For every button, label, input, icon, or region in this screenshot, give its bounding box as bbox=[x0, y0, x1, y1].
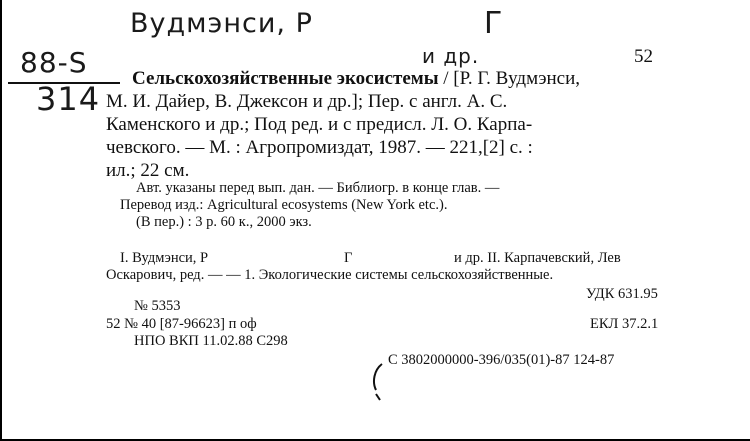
book-title: Сельскохозяйственные экосистемы bbox=[132, 68, 439, 89]
handwritten-shelf-top: 88-S bbox=[20, 46, 88, 79]
handwritten-author: Вудмэнси, Р bbox=[130, 8, 313, 39]
card-number: 52 bbox=[634, 46, 653, 67]
note-line-2: Перевод изд.: Agricultural ecosystems (New York etc.). bbox=[120, 197, 448, 213]
order-number: № 5353 bbox=[134, 298, 181, 314]
udk-code: УДК 631.95 bbox=[586, 286, 658, 302]
print-line: 52 № 40 [87-96623] п оф bbox=[106, 316, 257, 332]
npo-line: НПО ВКП 11.02.88 С298 bbox=[134, 333, 288, 349]
handwritten-shelf-bottom: 314 bbox=[36, 80, 101, 118]
tracing-1-author: I. Вудмэнси, Р bbox=[120, 250, 209, 266]
description-line-3: Каменского и др.; Под ред. и с предисл. Л. О. Карпа- bbox=[106, 114, 533, 135]
title-line bbox=[132, 68, 580, 90]
handwritten-note: и др. bbox=[422, 44, 480, 68]
ekl-code: ЕКЛ 37.2.1 bbox=[590, 316, 659, 332]
description-line-4: чевского. — М. : Агропромиздат, 1987. — 221,[2] с. : bbox=[106, 137, 533, 158]
description-line-5: ил.; 22 см. bbox=[106, 160, 190, 181]
note-line-1: Авт. указаны перед вып. дан. — Библиогр. в конце глав. — bbox=[136, 180, 500, 196]
isbn-code: С 3802000000-396/035(01)-87 124-87 bbox=[388, 352, 615, 368]
handwritten-letter: Г bbox=[484, 6, 504, 41]
hole-mark-icon bbox=[366, 360, 390, 404]
description-line-2: М. И. Дайер, В. Джексон и др.]; Пер. с англ. А. С. bbox=[106, 91, 508, 112]
note-line-3: (В пер.) : 3 р. 60 к., 2000 экз. bbox=[136, 214, 312, 230]
tracing-1-initial: Г bbox=[344, 250, 353, 266]
tracing-2: Оскарович, ред. — — 1. Экологические системы сельскохозяйственные. bbox=[106, 267, 554, 283]
title-responsibility: / [Р. Г. Вудмэнси, bbox=[443, 68, 580, 89]
tracing-1-rest: и др. II. Карпачевский, Лев bbox=[454, 250, 621, 266]
